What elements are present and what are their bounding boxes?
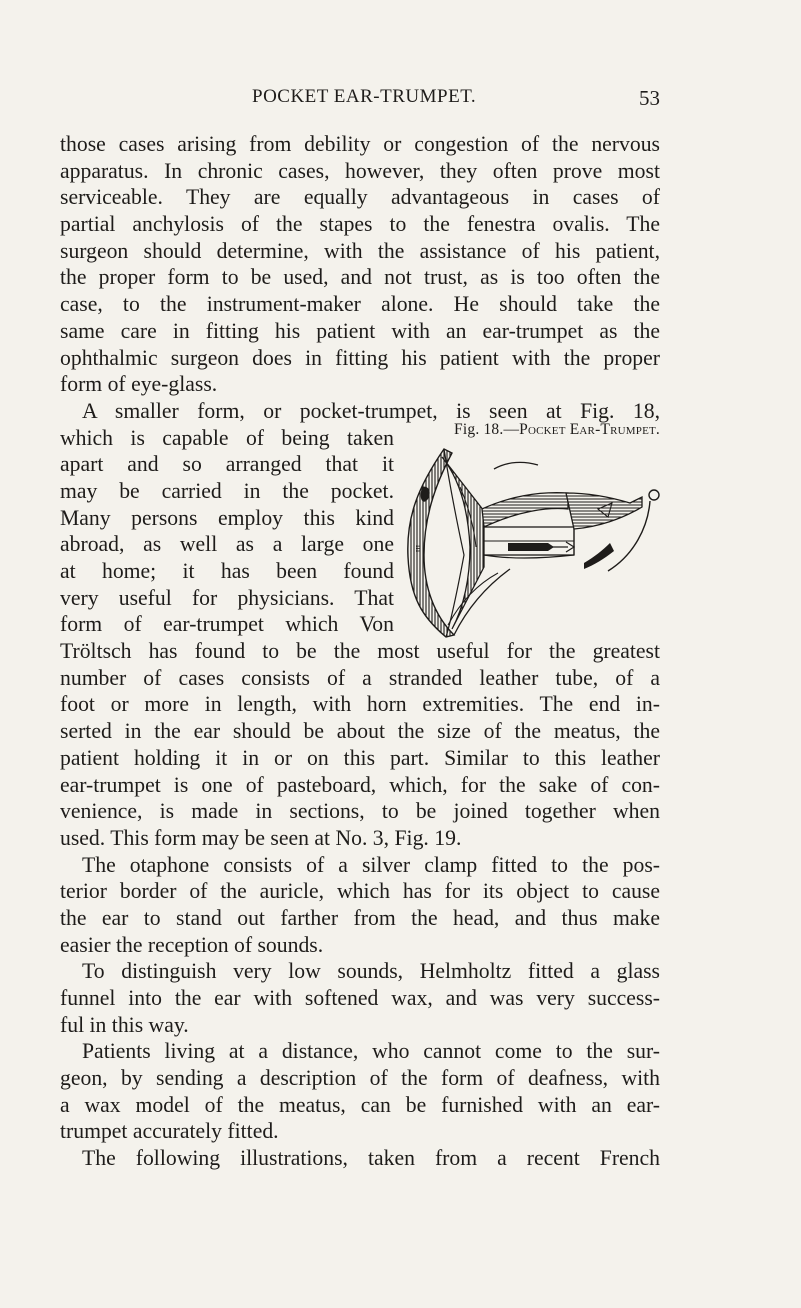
text-line: those cases arising from debility or congestion of the nervous [60, 132, 660, 156]
text-line: ophthalmic surgeon does in fitting his patient with the proper [60, 345, 660, 370]
text-line: venience, is made in sections, to be joined together when [60, 799, 660, 824]
text-line: The otaphone consists of a silver clamp fitted to the pos- [82, 852, 660, 877]
text-line: trumpet accurately fitted. [60, 1119, 279, 1144]
figure-caption-number: Fig. 18.— [454, 421, 520, 438]
text-line: form of eye-glass. [60, 372, 218, 397]
text-line: To distinguish very low sounds, Helmholtz fitted a glass [82, 959, 660, 984]
text-line: terior border of the auricle, which has for its object to cause [60, 879, 660, 904]
text-line: partial anchylosis of the stapes to the fenestra ovalis. The [60, 212, 660, 237]
text-line: funnel into the ear with softened wax, and was very success- [60, 986, 660, 1010]
text-line: the ear to stand out farther from the head, and thus make [60, 905, 660, 930]
text-line: abroad, as well as a large one [60, 532, 394, 557]
body-text [60, 131, 660, 1172]
text-line: apart and so arranged that it [60, 452, 394, 477]
text-line: at home; it has been found [60, 559, 394, 583]
text-line: Tröltsch has found to be the most useful for the greatest [60, 639, 660, 664]
text-line: number of cases consists of a stranded leather tube, of a [60, 665, 660, 690]
text-line: serted in the ear should be about the size of the meatus, the [60, 719, 660, 744]
text-line: A smaller form, or pocket-trumpet, is seen at Fig. 18, [82, 398, 660, 423]
svg-text:m: m [414, 545, 424, 553]
text-line: The following illustrations, taken from a recent French [82, 1146, 660, 1171]
text-line: easier the reception of sounds. [60, 932, 324, 957]
text-line: ear-trumpet is one of pasteboard, which, for the sake of con- [60, 772, 660, 797]
text-line: foot or more in length, with horn extremities. The end in- [60, 692, 660, 717]
text-line: serviceable. They are equally advantageous in cases of [60, 185, 660, 210]
text-line: patient holding it in or on this part. Similar to this leather [60, 745, 660, 770]
text-line: a wax model of the meatus, can be furnished with an ear- [60, 1092, 660, 1117]
text-line: case, to the instrument-maker alone. He should take the [60, 292, 660, 317]
figure-caption-title: Pocket Ear-Trumpet. [519, 421, 660, 438]
page-number: 53 [639, 86, 660, 110]
text-line: very useful for physicians. That [60, 585, 394, 610]
text-line: which is capable of being taken [60, 425, 394, 450]
text-line: apparatus. In chronic cases, however, they often prove most [60, 158, 660, 183]
text-line: geon, by sending a description of the form of deafness, with [60, 1066, 660, 1091]
text-line: form of ear-trumpet which Von [60, 612, 394, 637]
text-line: surgeon should determine, with the assistance of his patient, [60, 238, 660, 263]
text-line: used. This form may be seen at No. 3, Fig. 19. [60, 825, 462, 850]
running-head: POCKET EAR-TRUMPET. [252, 86, 477, 107]
text-line: the proper form to be used, and not trust, as is too often the [60, 265, 660, 290]
text-line: Many persons employ this kind [60, 505, 394, 530]
page-header [60, 86, 660, 110]
text-line: same care in fitting his patient with an ear-trumpet as the [60, 318, 660, 343]
text-line: may be carried in the pocket. [60, 478, 394, 503]
text-line: ful in this way. [60, 1012, 189, 1037]
text-line: Patients living at a distance, who cannot come to the sur- [82, 1039, 660, 1064]
